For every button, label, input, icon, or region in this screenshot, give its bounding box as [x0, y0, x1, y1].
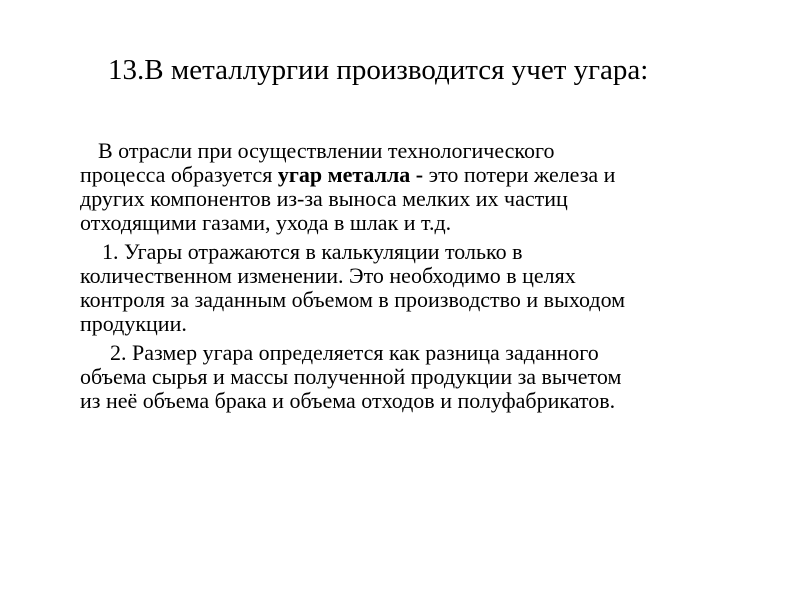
- paragraph-line: В отрасли при осуществлении технологического: [98, 138, 555, 163]
- paragraph-line: 2. Размер угара определяется как разница заданного: [110, 340, 599, 365]
- slide-title: 13.В металлургии производится учет угара:: [108, 54, 649, 86]
- paragraph-line: объема сырья и массы полученной продукции за вычетом: [80, 364, 622, 389]
- term-highlight: угар металла -: [277, 162, 424, 187]
- paragraph-point-1: [80, 240, 770, 336]
- paragraph-line: контроля за заданным объемом в производство и выходом: [80, 287, 626, 312]
- text-run: процесса образуется: [80, 162, 278, 187]
- paragraph-intro: [80, 139, 770, 235]
- slide-body: [80, 139, 770, 413]
- paragraph-line: количественном изменении. Это необходимо в целях: [80, 263, 576, 288]
- paragraph-line: 1. Угары отражаются в калькуляции только в: [102, 239, 523, 264]
- paragraph-line: отходящими газами, ухода в шлак и т.д.: [80, 210, 452, 235]
- paragraph-line: [80, 163, 770, 187]
- paragraph-line: из неё объема брака и объема отходов и полуфабрикатов.: [80, 388, 616, 413]
- paragraph-line: других компонентов из-за выноса мелких их частиц: [80, 186, 568, 211]
- paragraph-point-2: [80, 341, 770, 413]
- paragraph-line: продукции.: [80, 311, 187, 336]
- text-run: это потери железа и: [423, 162, 616, 187]
